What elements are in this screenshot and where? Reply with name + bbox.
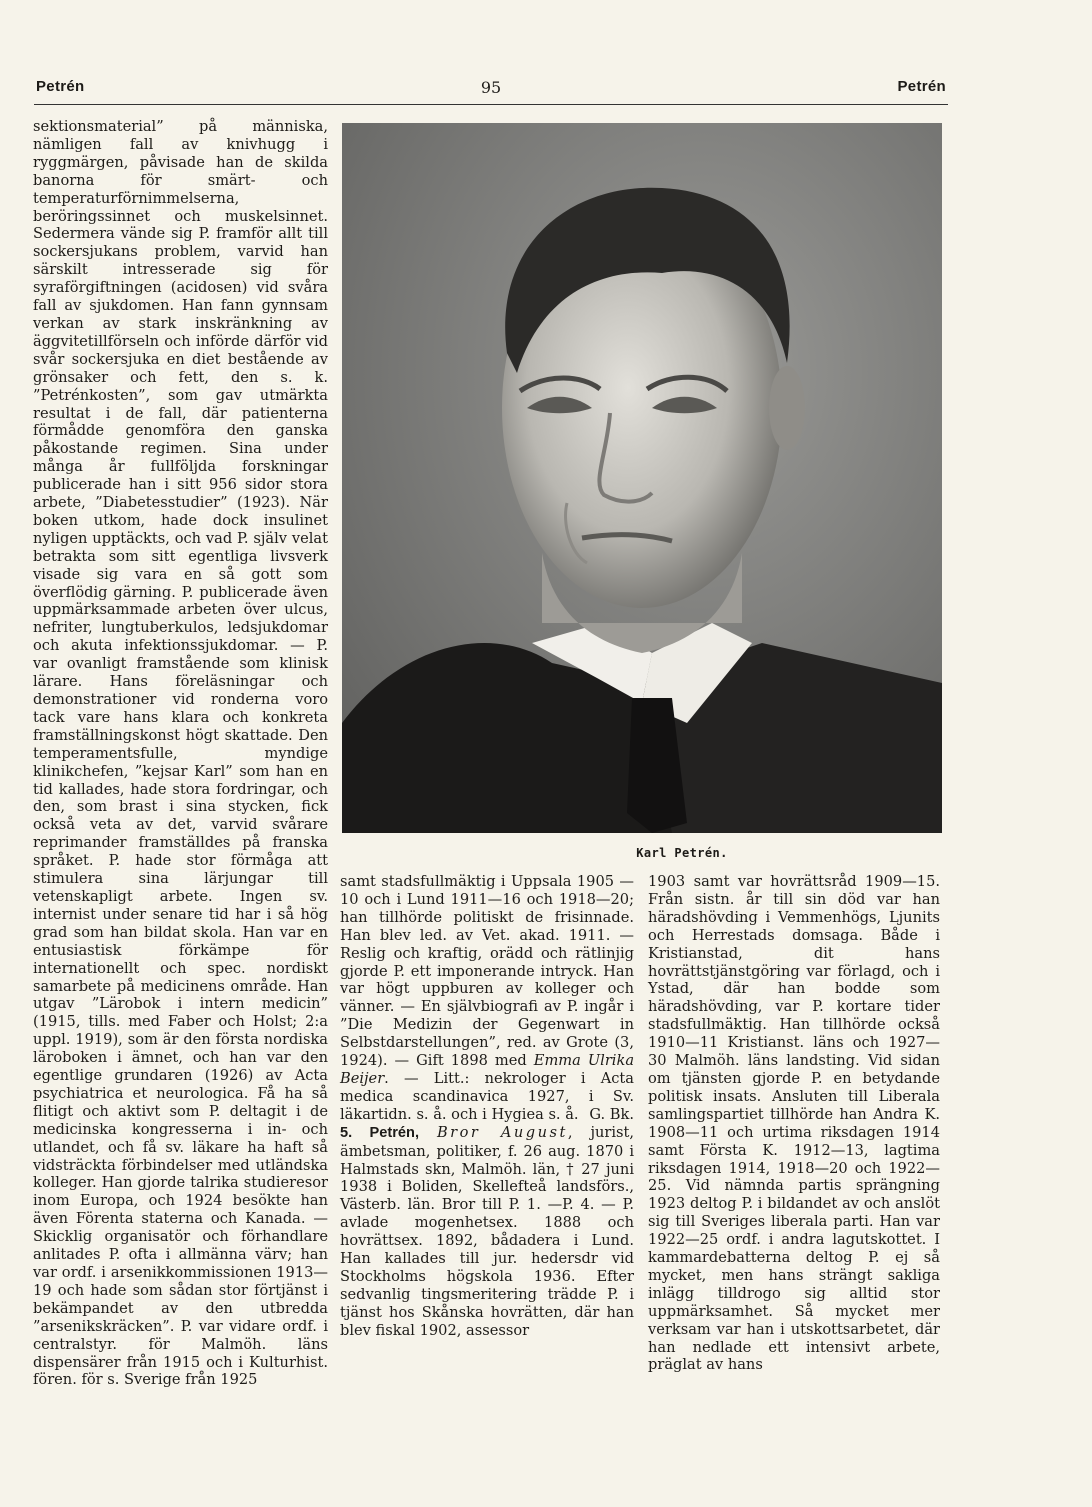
text-column-1	[33, 118, 328, 1389]
column2-text-b: . — Litt.: nekrologer i Acta medica scandinavica 1927, i Sv. läkartidn. s. å. och i Hygiea s. å.	[340, 1069, 634, 1123]
photo-caption: Karl Petrén.	[636, 846, 728, 860]
page-header	[36, 78, 946, 104]
header-rule	[34, 104, 948, 105]
entry-name: Bror August	[436, 1123, 568, 1141]
running-head-right: Petrén	[897, 78, 946, 95]
portrait-photo	[342, 123, 942, 833]
entry-number: 5. Petrén,	[340, 1124, 419, 1141]
column3-text: 1903 samt var hovrättsråd 1909—15. Från sistn. år till sin död var han häradshövding i Vemmenhögs, Ljunits och Herrestads domsaga. Både i Kristianstad, dit hans hovrättstjänstgöring var förlagd, och i Ystad, där han bodde som häradshövding, var P. kortare tider stadsfullmäktig. Han tillhörde också 1910—11 Kristianst. läns och 1927—30 Malmöh. läns landsting. Vid sidan om tjänsten gjorde P. en betydande politisk insats. Ansluten till Liberala samlingspartiet tillhörde han Andra K. 1908—11 och urtima riksdagen 1914 samt Första K. 1912—13, lagtima riksdagen 1914, 1918—20 och 1922—25. Vid nämnda partis sprängning 1923 deltog P. i bildandet av och anslöt sig till Sveriges liberala parti. Han var 1922—25 ordf. i andra lagutskottet. I kammardebatterna deltog P. ej så mycket, men hans strängt sakliga inlägg tilldrogo sig alltid stor uppmärksamhet. Så mycket mer verksam var han i utskottsarbetet, där han nedlade ett intensivt arbete, präglat av hans	[648, 873, 940, 1374]
text-column-3	[648, 873, 940, 1374]
column2-paragraph-2	[340, 1124, 634, 1340]
author-signature: G. Bk.	[589, 1105, 634, 1123]
column2-paragraph-1	[340, 873, 634, 1124]
wife-name: Emma Ulrika Beijer	[340, 1052, 635, 1087]
column2-text-c: , jurist, ämbetsman, politiker, f. 26 aug. 1870 i Halmstads skn, Malmöh. län, † 27 juni 1938 i Boliden, Skellefteå landsförs., Västerb. län. Bror till P. 1. —P. 4. — P. avlade mogenhetsex. 1888 och hovrättsex. 1892, bådadera i Lund. Han kallades till jur. hedersdr vid Stockholms högskola 1936. Efter sedvanlig tingsmeritering trädde P. i tjänst hos Skånska hovrätten, där han blev fiskal 1902, assessor	[340, 1123, 635, 1339]
text-column-2	[340, 873, 634, 1340]
column1-text: sektionsmaterial” på människa, nämligen fall av knivhugg i ryggmärgen, påvisade han de skilda banorna för smärt- och temperaturförnimmelserna, beröringssinnet och muskelsinnet. Sedermera vände sig P. framför allt till sockersjukans problem, varvid han särskilt intresserade sig för syraförgiftningen (acidosen) vid svåra fall av sjukdomen. Han fann gynnsam verkan av stark inskränkning av äggvitetillförseln och införde därför vid svår sockersjuka en diet bestående av grönsaker och fett, den s. k. ”Petrénkosten”, som gav utmärkta resultat i de fall, där patienterna förmådde genomföra den ganska påkostande regimen. Sina under många år fullföljda forskningar publicerade han i sitt 956 sidor stora arbete, ”Diabetesstudier” (1923). När boken utkom, hade dock insulinet nyligen upptäckts, och vad P. själv velat betrakta som sitt egentliga livsverk visade sig vara en så gott som överflödig gärning. P. publicerade även uppmärksammade arbeten över ulcus, nefriter, lungtuberkulos, ledsjukdomar och akuta infektionssjukdomar. — P. var ovanligt framstående som klinisk lärare. Hans föreläsningar och demonstrationer vid ronderna voro tack vare hans klara och konkreta framställningskonst högt skattade. Den temperamentsfulle, myndige klinikchefen, ”kejsar Karl” som han en tid kallades, hade stora fordringar, och den, som brast i sina stycken, fick också veta av det, varvid svårare reprimander framställdes på franska språket. P. hade stor förmåga att stimulera sina lärjungar till vetenskapligt arbete. Ingen sv. internist under senare tid har i så hög grad som han bildat skola. Han var en entusiastisk förkämpe för internationellt och spec. nordiskt samarbete på medicinens område. Han utgav ”Lärobok i intern medicin” (1915, tills. med Faber och Holst; 2:a uppl. 1919), som är den första nordiska läroboken i ämnet, och han var den egentlige grundaren (1926) av Acta psychiatrica et neurologica. Få ha så flitigt och aktivt som P. deltagit i de medicinska kongresserna i in- och utlandet, och få sv. läkare ha haft så vidsträckta förbindelser med utländska kolleger. Han gjorde talrika studieresor inom Europa, och 1924 besökte han även Förenta staterna och Kanada. — Skicklig organisatör och förhandlare anlitades P. ofta i allmänna värv; han var ordf. i arsenikkommissionen 1913—19 och hade som sådan stor förtjänst i bekämpandet av den utbredda ”arsenikskräcken”. P. var vidare ordf. i centralstyr. för Malmöh. läns dispensärer från 1915 och i Kulturhist. fören. för s. Sverige från 1925	[33, 118, 328, 1389]
running-head-left: Petrén	[36, 78, 85, 95]
column2-text-a: samt stadsfullmäktig i Uppsala 1905 —10 och i Lund 1911—16 och 1918—20; han tillhörde politiskt de frisinnade. Han blev led. av Vet. akad. 1911. — Reslig och kraftig, orädd och rätlinjig gjorde P. ett imponerande intryck. Han var högt uppburen av kolleger och vänner. — En självbiografi av P. ingår i ”Die Medizin der Gegenwart in Selbstdarstellungen”, red. av Grote (3, 1924). — Gift 1898 med	[340, 873, 634, 1070]
page-number: 95	[480, 78, 502, 97]
